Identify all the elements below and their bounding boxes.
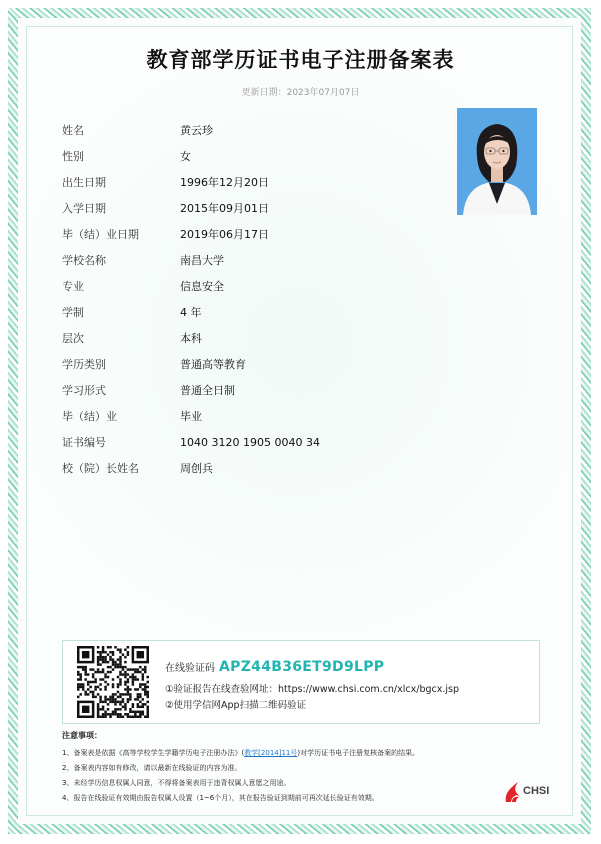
field-value: 黄云珍 [180, 124, 213, 137]
field-value: 南昌大学 [180, 254, 224, 267]
update-date: 更新日期：2023年07月07日 [241, 88, 360, 98]
verification-url-text: ①验证报告在线查验网址：https://www.chsi.com.cn/xlcx/bgcx.jsp [165, 684, 459, 695]
field-value: 2015年09月01日 [180, 202, 269, 215]
field-label: 学制 [62, 306, 84, 319]
field-row-enroll-date [62, 195, 462, 221]
field-value: 女 [180, 150, 191, 163]
notes-title: 注意事项： [62, 731, 102, 740]
note-item-2: 2、备案表内容如有修改，请以最新在线验证的内容为准。 [62, 763, 242, 772]
field-value: 普通高等教育 [180, 358, 246, 371]
field-row-major [62, 273, 462, 299]
field-row-president [62, 455, 462, 481]
field-value: 2019年06月17日 [180, 228, 269, 241]
field-label: 性别 [62, 150, 84, 163]
field-value: 1996年12月20日 [180, 176, 269, 189]
note-item-1 [62, 745, 542, 760]
field-row-name [62, 117, 462, 143]
field-label: 姓名 [62, 124, 84, 137]
notes-section [62, 730, 542, 805]
field-label: 专业 [62, 280, 84, 293]
field-value: 普通全日制 [180, 384, 235, 397]
verification-box [62, 640, 540, 724]
field-value: 周创兵 [180, 462, 213, 475]
field-label: 毕（结）业 [62, 410, 117, 423]
field-row-duration [62, 299, 462, 325]
field-label: 证书编号 [62, 436, 106, 449]
field-row-graduation-status [62, 403, 462, 429]
field-label: 层次 [62, 332, 84, 345]
field-row-school [62, 247, 462, 273]
field-value: 信息安全 [180, 280, 224, 293]
id-photo [457, 108, 537, 215]
regulation-link[interactable]: 教学[2014]11号 [244, 748, 298, 757]
field-label: 毕（结）业日期 [62, 228, 139, 241]
field-row-graduation-date [62, 221, 462, 247]
field-row-study-form [62, 377, 462, 403]
field-label: 入学日期 [62, 202, 106, 215]
field-label: 出生日期 [62, 176, 106, 189]
field-value: 本科 [180, 332, 202, 345]
field-label: 学习形式 [62, 384, 106, 397]
chsi-flame-icon [502, 778, 524, 804]
document-title: 教育部学历证书电子注册备案表 [146, 48, 455, 72]
note-item-3: 3、未经学历信息权属人同意，不得将备案表用于违背权属人意愿之用途。 [62, 778, 291, 787]
field-label: 校（院）长姓名 [62, 462, 139, 475]
field-value: 4 年 [180, 306, 202, 319]
field-label: 学历类别 [62, 358, 106, 371]
note-text: 1、备案表是依据《高等学校学生学籍学历电子注册办法》( [62, 748, 245, 757]
chsi-logo [502, 778, 554, 804]
logo-text: CHSI [523, 785, 550, 797]
qr-code-icon[interactable] [77, 646, 149, 718]
verification-code: APZ44B36ET9D9LPP [219, 659, 385, 675]
portrait-illustration [457, 108, 537, 215]
field-row-certificate-number [62, 429, 462, 455]
field-row-birth-date [62, 169, 462, 195]
verification-app-text: ②使用学信网App扫描二维码验证 [165, 700, 307, 711]
note-item-4: 4、报告在线验证有效期由报告权属人设置（1~6个月），其在报告验证到期前可再次延长验证有效期。 [62, 793, 379, 802]
verification-code-line [165, 659, 384, 675]
info-fields [62, 117, 462, 481]
field-row-level [62, 325, 462, 351]
field-label: 学校名称 [62, 254, 106, 267]
field-row-category [62, 351, 462, 377]
field-row-gender [62, 143, 462, 169]
verification-code-label: 在线验证码 [165, 663, 215, 674]
field-value: 毕业 [180, 410, 202, 423]
note-text: )对学历证书电子注册复核备案的结果。 [297, 748, 420, 757]
field-value: 1040 3120 1905 0040 34 [180, 435, 320, 449]
